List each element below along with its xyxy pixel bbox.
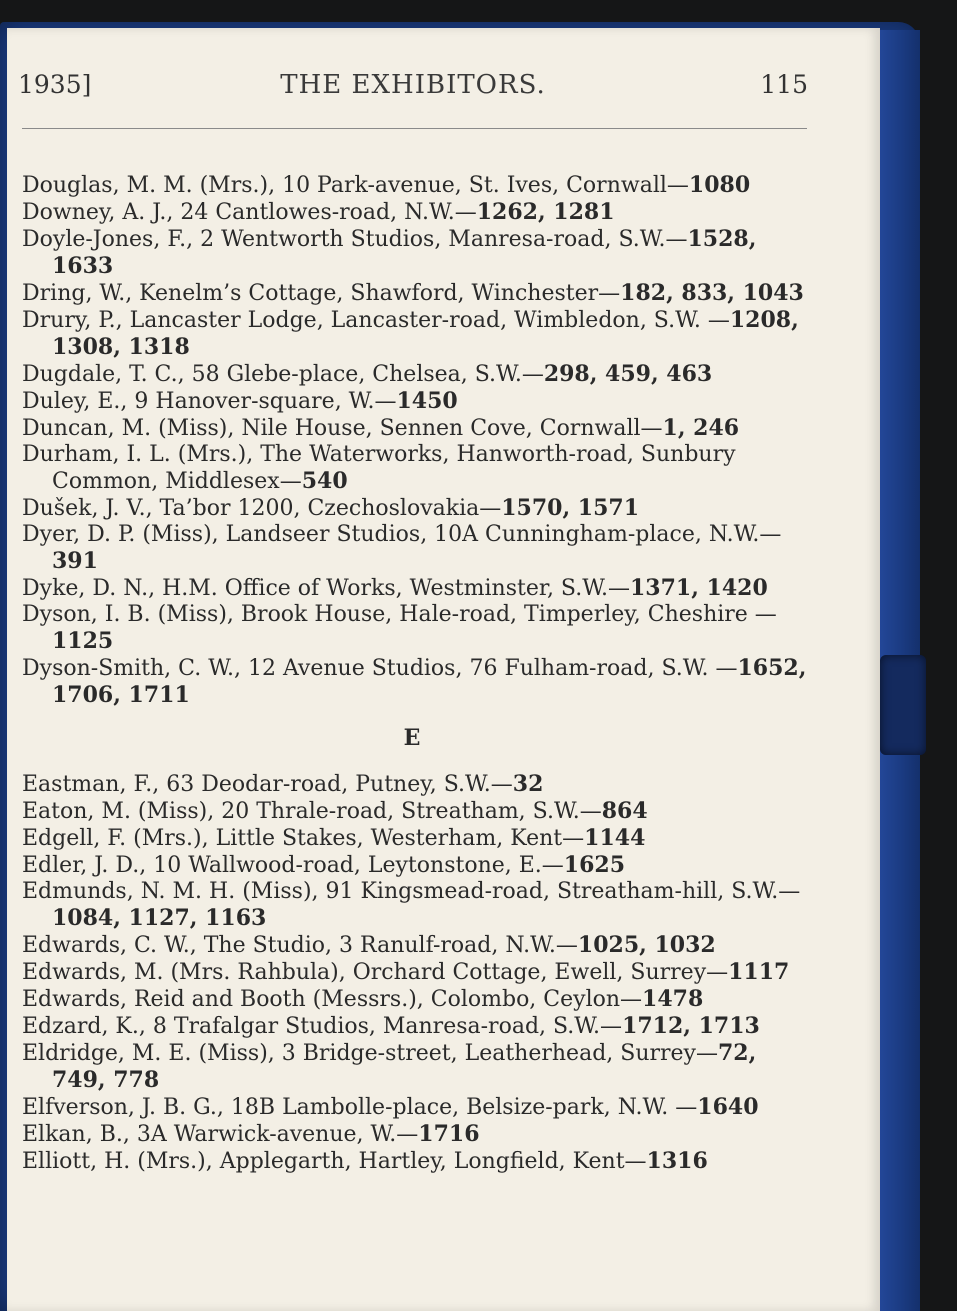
catalogue-numbers: 182, 833, 1043 <box>620 280 804 306</box>
catalogue-numbers: 1640 <box>697 1094 759 1120</box>
exhibitor-address: Eaton, M. (Miss), 20 Thrale-road, Streatham, S.W.— <box>22 799 602 824</box>
catalogue-numbers: 1144 <box>584 825 646 851</box>
list-item <box>22 1013 812 1040</box>
list-item <box>22 655 812 709</box>
catalogue-numbers: 1084, 1127, 1163 <box>52 905 267 931</box>
catalogue-numbers: 1125 <box>52 628 114 654</box>
exhibitor-address: Dyer, D. P. (Miss), Landseer Studios, 10A Cunningham-place, N.W.— <box>22 522 782 547</box>
catalogue-numbers: 1652, 1706, 1711 <box>52 655 807 708</box>
exhibitor-address: Edler, J. D., 10 Wallwood-road, Leytonstone, E.— <box>22 853 564 878</box>
header-year: 1935] <box>18 70 92 99</box>
ribbon-tab <box>880 655 926 755</box>
list-item <box>22 522 812 575</box>
exhibitor-address: Edwards, C. W., The Studio, 3 Ranulf-road, N.W.— <box>22 933 578 958</box>
exhibitor-address: Edgell, F. (Mrs.), Little Stakes, Westerham, Kent— <box>22 826 585 851</box>
exhibitor-address: Eldridge, M. E. (Miss), 3 Bridge-street, Leatherhead, Surrey— <box>22 1041 718 1066</box>
list-item <box>22 959 812 986</box>
list-item <box>22 852 812 879</box>
catalogue-numbers: 72, 749, 778 <box>52 1040 757 1093</box>
list-item <box>22 1148 812 1175</box>
list-item <box>22 575 812 602</box>
catalogue-numbers: 864 <box>601 798 648 824</box>
catalogue-numbers: 1080 <box>688 172 751 198</box>
list-item <box>22 361 812 388</box>
list-item <box>22 879 812 932</box>
catalogue-numbers: 1478 <box>642 986 704 1012</box>
exhibitor-address: Downey, A. J., 24 Cantlowes-road, N.W.— <box>22 200 477 225</box>
list-item <box>22 199 812 226</box>
list-item <box>22 825 812 852</box>
catalogue-numbers: 1316 <box>646 1148 708 1174</box>
list-item <box>22 172 812 199</box>
catalogue-numbers: 1712, 1713 <box>622 1013 760 1039</box>
exhibitor-list <box>22 172 812 1175</box>
list-item <box>22 1040 812 1094</box>
catalogue-numbers: 1262, 1281 <box>476 199 615 225</box>
catalogue-numbers: 32 <box>512 771 544 797</box>
section-e <box>22 771 812 1175</box>
exhibitor-address: Elfverson, J. B. G., 18B Lambolle-place, Belsize-park, N.W. — <box>22 1095 698 1120</box>
list-item <box>22 602 812 655</box>
catalogue-numbers: 1716 <box>418 1121 480 1147</box>
exhibitor-address: Durham, I. L. (Mrs.), The Waterworks, Hanworth-road, Sunbury Common, Middlesex— <box>22 442 736 494</box>
catalogue-numbers: 1025, 1032 <box>577 932 716 958</box>
exhibitor-address: Elkan, B., 3A Warwick-avenue, W.— <box>22 1122 419 1147</box>
exhibitor-address: Edzard, K., 8 Trafalgar Studios, Manresa-road, S.W.— <box>22 1014 623 1039</box>
exhibitor-address: Edmunds, N. M. H. (Miss), 91 Kingsmead-road, Streatham-hill, S.W.— <box>22 879 801 904</box>
list-item <box>22 495 812 522</box>
exhibitor-address: Dyke, D. N., H.M. Office of Works, Westminster, S.W.— <box>22 576 630 601</box>
list-item <box>22 771 812 798</box>
section-d <box>22 172 812 709</box>
exhibitor-address: Edwards, Reid and Booth (Messrs.), Colombo, Ceylon— <box>22 987 643 1012</box>
list-item <box>22 415 812 442</box>
exhibitor-address: Doyle-Jones, F., 2 Wentworth Studios, Manresa-road, S.W.— <box>22 227 688 252</box>
page-number: 115 <box>760 70 808 99</box>
exhibitor-address: Douglas, M. M. (Mrs.), 10 Park-avenue, St. Ives, Cornwall— <box>22 173 689 198</box>
list-item <box>22 442 812 495</box>
list-item <box>22 388 812 415</box>
exhibitor-address: Duncan, M. (Miss), Nile House, Sennen Cove, Cornwall— <box>22 416 663 441</box>
catalogue-numbers: 1625 <box>563 852 626 878</box>
exhibitor-address: Duley, E., 9 Hanover-square, W.— <box>22 389 397 414</box>
exhibitor-address: Dyson-Smith, C. W., 12 Avenue Studios, 76 Fulham-road, S.W. — <box>22 656 738 681</box>
exhibitor-address: Dyson, I. B. (Miss), Brook House, Hale-road, Timperley, Cheshire — <box>22 602 777 627</box>
exhibitor-address: Edwards, M. (Mrs. Rahbula), Orchard Cottage, Ewell, Surrey— <box>22 960 729 985</box>
list-item <box>22 932 812 959</box>
catalogue-numbers: 1117 <box>728 959 790 985</box>
catalogue-numbers: 1570, 1571 <box>501 495 640 521</box>
catalogue-numbers: 1, 246 <box>662 415 740 441</box>
list-item <box>22 226 812 280</box>
list-item <box>22 307 812 361</box>
list-item <box>22 986 812 1013</box>
catalogue-numbers: 1208, 1308, 1318 <box>52 307 799 360</box>
header-title: THE EXHIBITORS. <box>280 70 546 100</box>
running-header <box>18 70 808 110</box>
catalogue-numbers: 540 <box>301 468 348 494</box>
catalogue-numbers: 1450 <box>396 388 458 414</box>
exhibitor-address: Elliott, H. (Mrs.), Applegarth, Hartley, Longfield, Kent— <box>22 1149 647 1174</box>
list-item <box>22 1121 812 1148</box>
exhibitor-address: Dušek, J. V., Ta’bor 1200, Czechoslovakia— <box>22 496 502 521</box>
list-item <box>22 280 812 307</box>
header-rule <box>22 128 807 129</box>
catalogue-numbers: 298, 459, 463 <box>543 361 713 387</box>
exhibitor-address: Dring, W., Kenelm’s Cottage, Shawford, Winchester— <box>22 281 621 306</box>
catalogue-numbers: 391 <box>52 548 98 574</box>
catalogue-numbers: 1528, 1633 <box>52 226 757 279</box>
section-letter: E <box>403 725 421 751</box>
exhibitor-address: Dugdale, T. C., 58 Glebe-place, Chelsea, S.W.— <box>22 362 544 387</box>
list-item <box>22 1094 812 1121</box>
exhibitor-address: Eastman, F., 63 Deodar-road, Putney, S.W.— <box>22 772 513 797</box>
catalogue-numbers: 1371, 1420 <box>629 575 768 601</box>
list-item <box>22 798 812 825</box>
exhibitor-address: Drury, P., Lancaster Lodge, Lancaster-road, Wimbledon, S.W. — <box>22 308 730 333</box>
